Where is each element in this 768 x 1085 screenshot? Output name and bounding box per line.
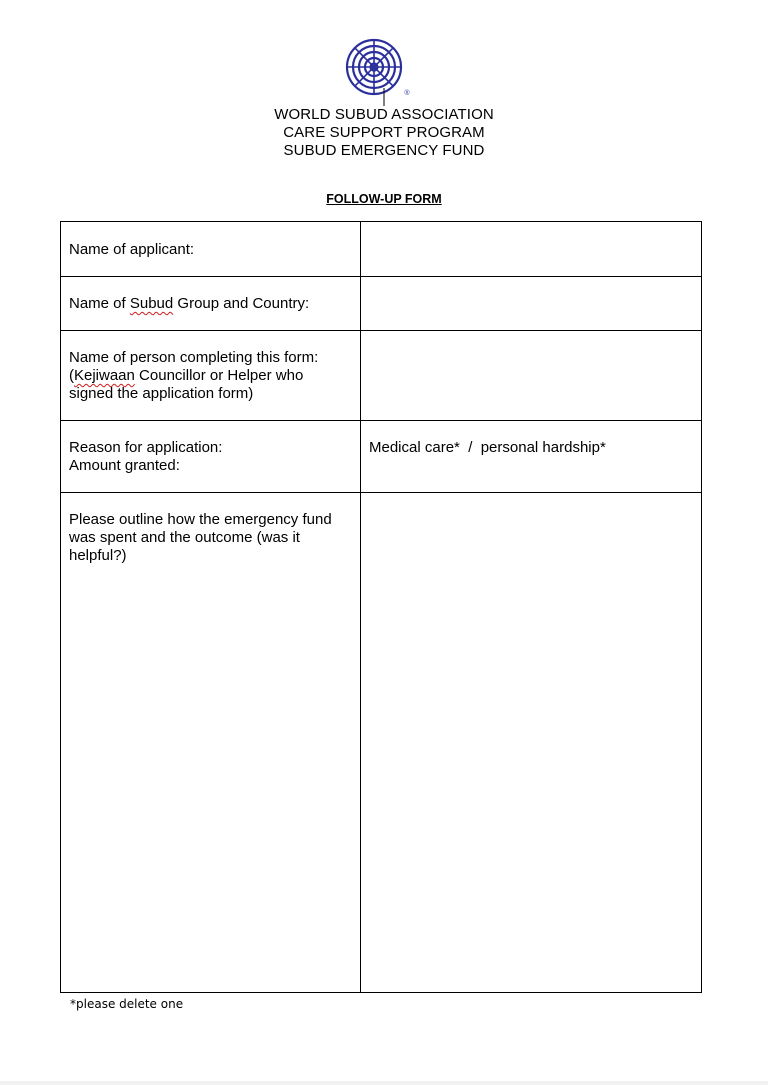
subud-group-country-label [69, 295, 353, 313]
subud-logo [345, 38, 411, 106]
spellcheck-flagged-word: Kejiwaan [74, 367, 135, 384]
row-divider [61, 276, 701, 277]
label-text: Councillor or Helper who [139, 367, 304, 384]
label-text: Name of applicant: [69, 241, 195, 258]
fund-outcome-label [69, 511, 353, 565]
person-completing-label [69, 349, 353, 403]
reason-options-field[interactable]: Medical care* / personal hardship* [369, 439, 606, 456]
label-line: helpful?) [69, 547, 127, 564]
label-line: Reason for application: [69, 439, 223, 456]
subud-symbol-icon [345, 38, 411, 106]
label-text: Name of [69, 295, 130, 312]
label-line: Name of person completing this form: [69, 349, 319, 366]
label-line: Amount granted: [69, 457, 180, 474]
page-bottom-edge [0, 1081, 768, 1085]
label-line: was spent and the outcome (was it [69, 529, 300, 546]
label-text: Group and Country: [173, 295, 310, 312]
fund-outcome-field[interactable] [369, 511, 694, 981]
footnote: *please delete one [70, 997, 184, 1011]
registered-mark: ® [404, 90, 410, 97]
column-divider [360, 222, 361, 992]
fund-name: SUBUD EMERGENCY FUND [283, 142, 485, 159]
spellcheck-flagged-word: Subud [129, 295, 174, 312]
follow-up-form-table [60, 221, 702, 993]
label-line [69, 367, 353, 385]
row-divider [61, 492, 701, 493]
reason-amount-label [69, 439, 353, 475]
label-line: signed the application form) [69, 385, 254, 402]
label-line: Please outline how the emergency fund [69, 511, 332, 528]
row-divider [61, 420, 701, 421]
applicant-name-label [69, 241, 353, 259]
label-text: ( [69, 367, 74, 384]
row-divider [61, 330, 701, 331]
org-name: WORLD SUBUD ASSOCIATION [274, 106, 494, 123]
form-title: FOLLOW-UP FORM [326, 192, 442, 206]
program-name: CARE SUPPORT PROGRAM [283, 124, 485, 141]
